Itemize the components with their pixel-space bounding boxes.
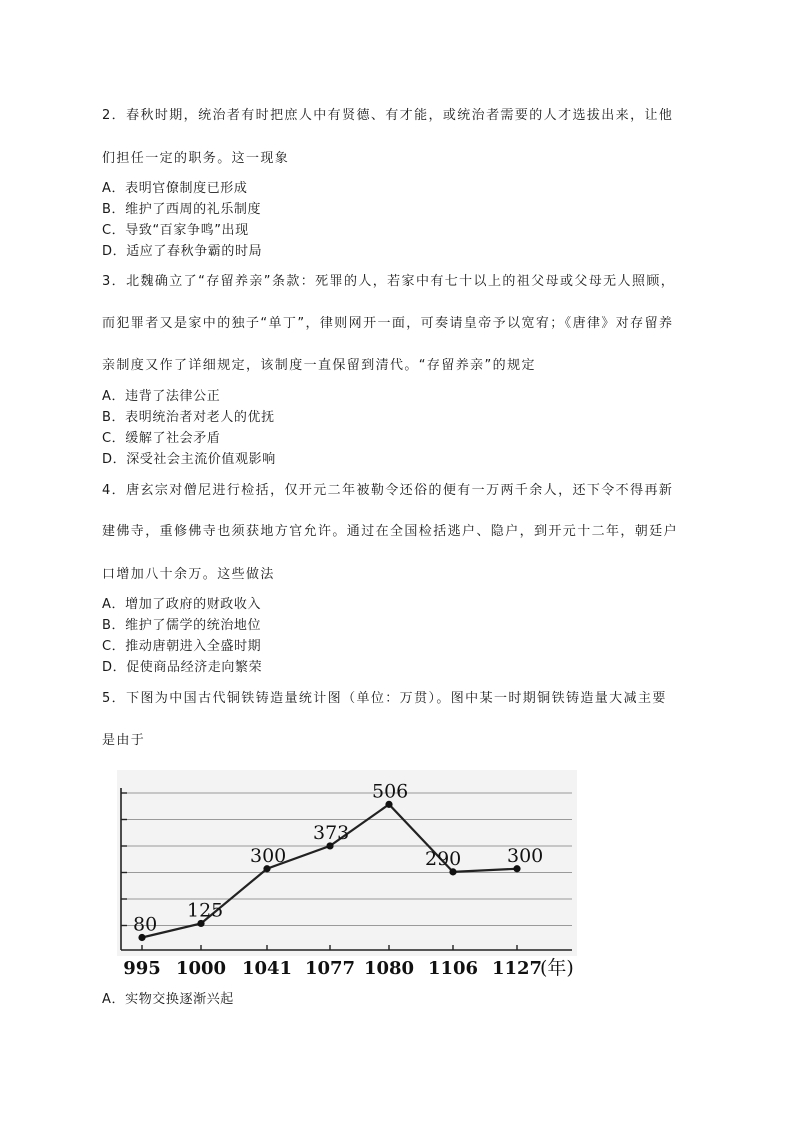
q5-stem-line-2: 是由于 (102, 733, 146, 748)
chart-value-label: 290 (425, 847, 462, 870)
q3-stem-line-2: 而犯罪者又是家中的独子“单丁”，律则网开一面，可奏请皇帝予以宽宥；《唐律》对存留养 (102, 316, 674, 331)
q3-option-c: C．缓解了社会矛盾 (102, 431, 221, 446)
chart-x-tick-label: 1080 (363, 958, 415, 979)
chart-value-label: 80 (133, 913, 158, 936)
q4-option-b: B．维护了儒学的统治地位 (102, 618, 262, 633)
q2-stem-line-2: 们担任一定的职务。这一现象 (102, 151, 290, 166)
q3-option-a: A．违背了法律公正 (102, 389, 221, 404)
q3-stem-line-1: 3．北魏确立了“存留养亲”条款：死罪的人，若家中有七十以上的祖父母或父母无人照顾， (102, 274, 676, 289)
q3-option-d: D．深受社会主流价值观影响 (102, 452, 276, 467)
copper-iron-casting-chart (117, 770, 577, 982)
q3-stem-line-3: 亲制度又作了详细规定，该制度一直保留到清代。“存留养亲”的规定 (102, 358, 536, 373)
chart-value-label: 300 (250, 844, 287, 867)
chart-value-label: 125 (187, 899, 224, 922)
q2-option-c: C．导致“百家争鸣”出现 (102, 223, 249, 238)
q5-stem-line-1: 5．下图为中国古代铜铁铸造量统计图（单位：万贯）。图中某一时期铜铁铸造量大减主要 (102, 691, 667, 706)
chart-value-label: 506 (372, 780, 409, 803)
q4-option-d: D．促使商品经济走向繁荣 (102, 660, 263, 675)
q2-option-d: D．适应了春秋争霸的时局 (102, 244, 263, 259)
q2-stem-line-1: 2．春秋时期，统治者有时把庶人中有贤德、有才能，或统治者需要的人才选拔出来，让他 (102, 108, 674, 123)
chart-x-tick-label: 1127 (491, 958, 543, 979)
q4-stem-line-1: 4．唐玄宗对僧尼进行检括，仅开元二年被勒令还俗的便有一万两千余人，还下令不得再新 (102, 483, 674, 498)
chart-value-label: 373 (313, 821, 350, 844)
q5-option-a: A．实物交换逐渐兴起 (102, 992, 234, 1007)
q4-stem-line-2: 建佛寺，重修佛寺也须获地方官允许。通过在全国检括逃户、隐户，到开元十二年，朝廷户 (102, 524, 679, 539)
chart-x-tick-label: 1077 (304, 958, 356, 979)
chart-x-tick-label: 1106 (427, 958, 479, 979)
chart-value-label: 300 (507, 844, 544, 867)
q2-option-b: B．维护了西周的礼乐制度 (102, 202, 262, 217)
q3-option-b: B．表明统治者对老人的优抚 (102, 410, 275, 425)
q4-option-a: A．增加了政府的财政收入 (102, 597, 262, 612)
q4-stem-line-3: 口增加八十余万。这些做法 (102, 567, 275, 582)
q4-option-c: C．推动唐朝进入全盛时期 (102, 639, 262, 654)
chart-x-tick-label: 995 (123, 958, 161, 979)
chart-x-tick-label: 1041 (241, 958, 293, 979)
chart-x-unit-label: (年) (540, 957, 574, 979)
q2-option-a: A．表明官僚制度已形成 (102, 181, 248, 196)
chart-x-tick-label: 1000 (175, 958, 227, 979)
